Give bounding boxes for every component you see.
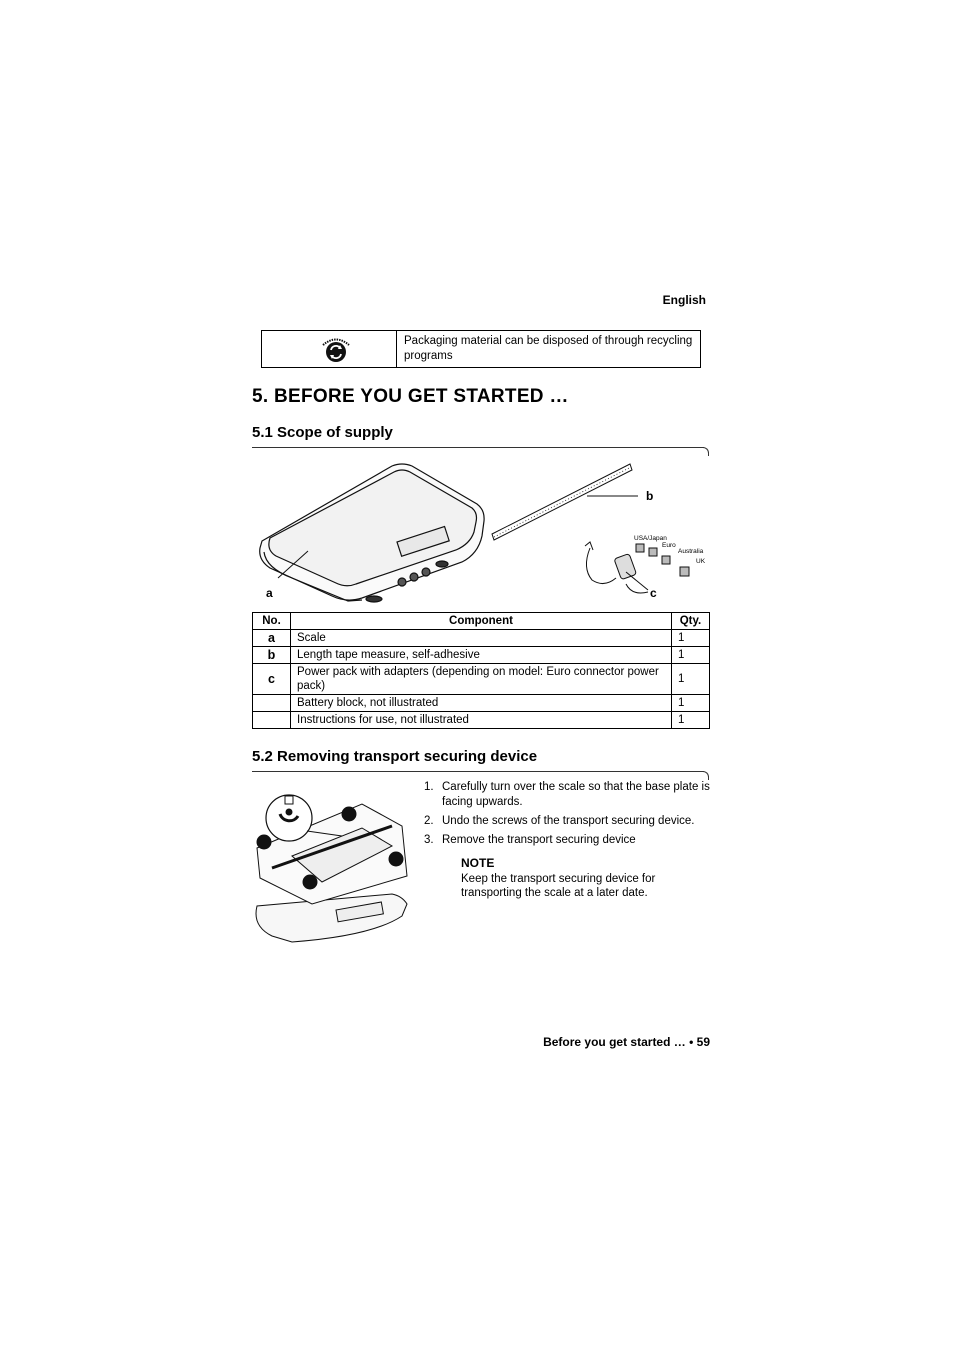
- language-label: English: [662, 293, 706, 307]
- rule-end-curl: [702, 771, 709, 780]
- note-text: Keep the transport securing device for transporting the scale at a later date.: [461, 873, 656, 899]
- row-qty: 1: [672, 630, 710, 647]
- recycling-cell: [262, 331, 397, 367]
- figure-label-b: b: [646, 489, 654, 503]
- step-number: 3.: [424, 834, 434, 846]
- list-item: [424, 814, 710, 829]
- row-component: Instructions for use, not illustrated: [291, 712, 672, 729]
- scale-illustration: [260, 464, 484, 602]
- adapter-label-usa-japan: USA/Japan: [634, 535, 667, 542]
- steps-list: [424, 780, 710, 852]
- scope-of-supply-figure: [252, 456, 710, 606]
- power-pack-illustration: [585, 542, 689, 593]
- table-row: [253, 647, 710, 664]
- row-component: Battery block, not illustrated: [291, 695, 672, 712]
- header-no: No.: [253, 613, 291, 630]
- row-qty: 1: [672, 695, 710, 712]
- step-number: 1.: [424, 781, 434, 793]
- adapter-label-euro: Euro: [662, 542, 676, 549]
- table-row: [253, 664, 710, 695]
- section-rule: [252, 447, 704, 448]
- step-text: Undo the screws of the transport securing device.: [442, 815, 695, 827]
- note-title: NOTE: [461, 856, 495, 870]
- table-row: [253, 630, 710, 647]
- table-row: [253, 712, 710, 729]
- row-no: a: [253, 630, 291, 647]
- row-no: c: [253, 664, 291, 695]
- row-component: Scale: [291, 630, 672, 647]
- table-header-row: [253, 613, 710, 630]
- row-qty: 1: [672, 664, 710, 695]
- row-no: [253, 695, 291, 712]
- green-dot-recycle-icon: [262, 331, 396, 367]
- recycling-note-text: Packaging material can be disposed of through recycling programs: [404, 335, 693, 362]
- figure-label-a: a: [266, 586, 273, 600]
- adapter-label-australia: Australia: [678, 548, 704, 555]
- list-item: [424, 780, 710, 810]
- supply-table: [252, 612, 710, 729]
- adapter-label-uk: UK: [696, 558, 706, 565]
- page-footer: Before you get started … • 59: [543, 1035, 710, 1049]
- subsection-title-scope: 5.1 Scope of supply: [252, 424, 393, 441]
- transport-securing-figure: [252, 786, 412, 946]
- rule-end-curl: [702, 447, 709, 456]
- step-number: 2.: [424, 815, 434, 827]
- section-title: 5. BEFORE YOU GET STARTED …: [252, 386, 569, 407]
- section-rule: [252, 771, 704, 772]
- table-row: [253, 695, 710, 712]
- row-component: Length tape measure, self-adhesive: [291, 647, 672, 664]
- tape-measure-illustration: [492, 464, 638, 540]
- figure-label-c: c: [650, 586, 657, 600]
- row-no: [253, 712, 291, 729]
- step-text: Remove the transport securing device: [442, 834, 636, 846]
- row-qty: 1: [672, 647, 710, 664]
- list-item: [424, 833, 710, 848]
- header-component: Component: [291, 613, 672, 630]
- subsection-title-transport: 5.2 Removing transport securing device: [252, 748, 538, 765]
- row-component: Power pack with adapters (depending on model: Euro connector power pack): [291, 664, 672, 695]
- row-no: b: [253, 647, 291, 664]
- row-qty: 1: [672, 712, 710, 729]
- header-qty: Qty.: [672, 613, 710, 630]
- step-text: Carefully turn over the scale so that the base plate is facing upwards.: [442, 781, 710, 808]
- recycling-note-box: [261, 330, 701, 368]
